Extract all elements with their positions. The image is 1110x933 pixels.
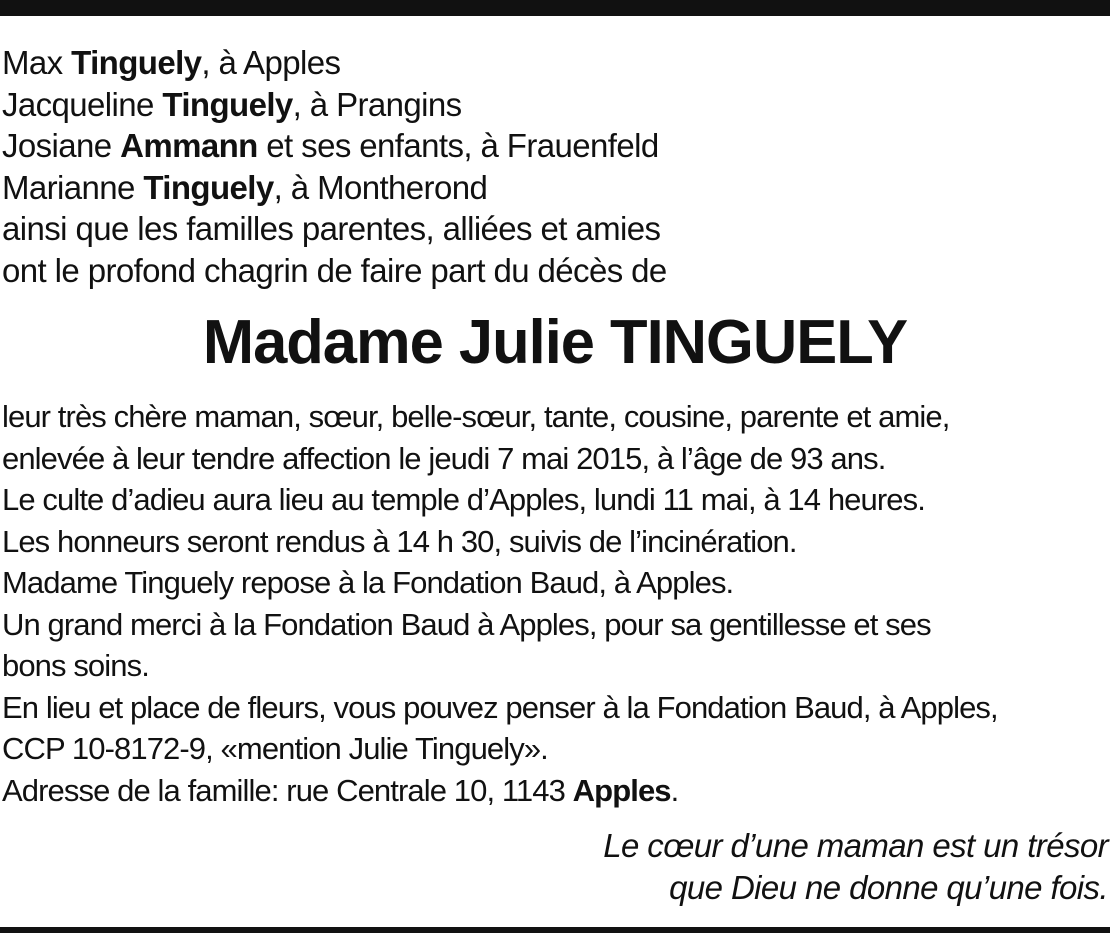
closing-quote xyxy=(603,825,1108,908)
family-line-text: ainsi que les familles parentes, alliées et amies xyxy=(2,210,661,247)
body-line: Madame Tinguely repose à la Fondation Baud, à Apples. xyxy=(2,565,734,600)
family-line-text: Marianne xyxy=(2,168,144,206)
body-line: Le culte d’adieu aura lieu au temple d’Apples, lundi 11 mai, à 14 heures. xyxy=(2,482,925,517)
family-line-place: et ses enfants, à Frauenfeld xyxy=(257,127,659,164)
family-list xyxy=(2,42,1108,291)
family-line-text: ont le profond chagrin de faire part du décès de xyxy=(2,251,667,289)
body-line: En lieu et place de fleurs, vous pouvez penser à la Fondation Baud, à Apples, xyxy=(2,689,998,725)
family-surname: Ammann xyxy=(120,127,258,164)
family-line xyxy=(2,84,1108,126)
quote-line: Le cœur d’une maman est un trésor xyxy=(603,827,1108,864)
quote-line: que Dieu ne donne qu’une fois. xyxy=(669,868,1108,906)
family-line xyxy=(2,42,1108,84)
family-line xyxy=(2,250,1108,292)
body-line: enlevée à leur tendre affection le jeudi 7 mai 2015, à l’âge de 93 ans. xyxy=(2,440,886,476)
family-line-place: , à Apples xyxy=(201,44,341,81)
family-line xyxy=(2,208,1108,250)
deceased-name-heading: Madame Julie TINGUELY xyxy=(202,308,908,377)
address-text: Adresse de la famille: rue Centrale 10, 1143 xyxy=(2,772,573,808)
body-line: leur très chère maman, sœur, belle-sœur, tante, cousine, parente et amie, xyxy=(2,399,950,434)
family-line-text: Josiane xyxy=(2,127,121,164)
body-line: bons soins. xyxy=(2,648,149,683)
family-line-text: Jacqueline xyxy=(2,85,163,123)
family-line-place: , à Prangins xyxy=(292,85,462,123)
family-surname: Tinguely xyxy=(143,168,274,206)
notice-body xyxy=(2,396,1108,811)
body-line: Les honneurs seront rendus à 14 h 30, suivis de l’incinération. xyxy=(2,523,797,559)
body-line: CCP 10-8172-9, «mention Julie Tinguely». xyxy=(2,731,548,766)
family-address-line xyxy=(2,770,1108,812)
family-surname: Tinguely xyxy=(162,85,293,123)
family-line xyxy=(2,167,1108,209)
body-line: Un grand merci à la Fondation Baud à Apples, pour sa gentillesse et ses xyxy=(2,606,931,642)
address-town: Apples xyxy=(572,772,671,808)
address-end: . xyxy=(670,772,679,808)
top-border-rule xyxy=(0,0,1110,16)
family-line-text: Max xyxy=(2,44,72,81)
family-line xyxy=(2,125,1108,167)
family-line-place: , à Montherond xyxy=(273,168,488,206)
family-surname: Tinguely xyxy=(71,44,202,81)
bottom-border-rule xyxy=(0,927,1110,933)
